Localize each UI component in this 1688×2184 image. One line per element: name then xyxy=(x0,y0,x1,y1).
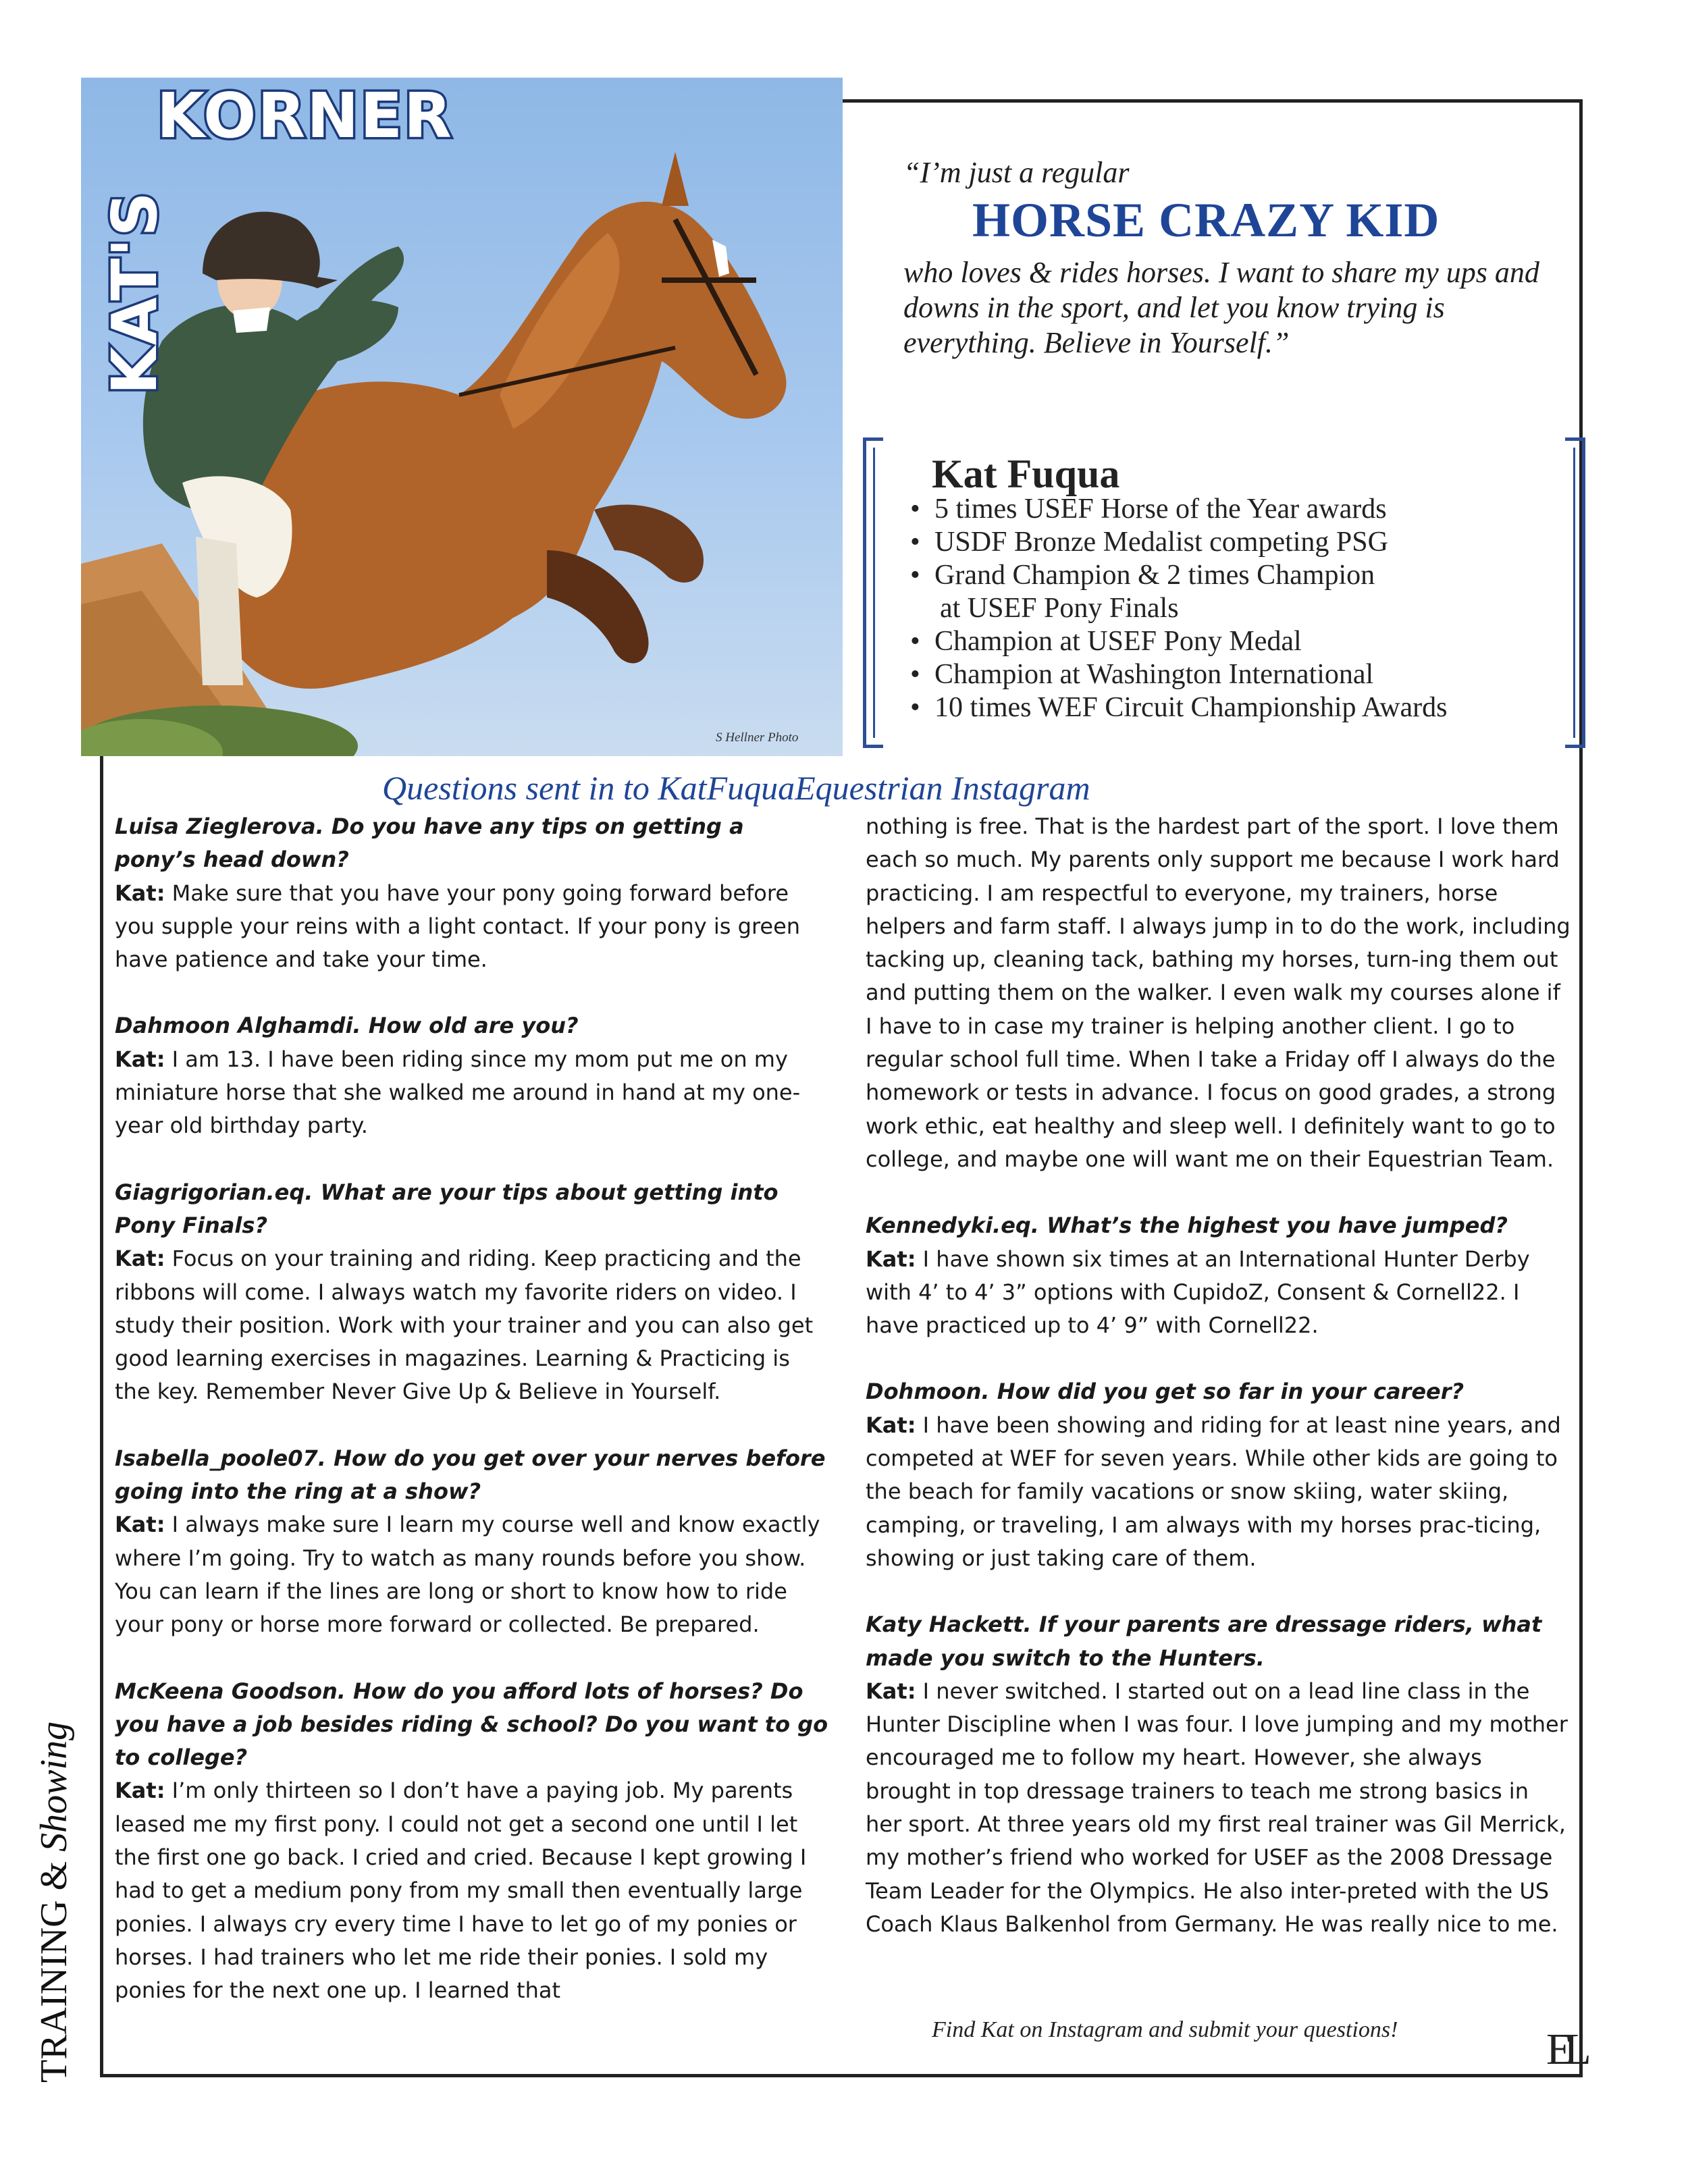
bio-bracket-right xyxy=(1565,437,1585,748)
bio-item: • Grand Champion & 2 times Champion at USEF Pony Finals xyxy=(906,559,1448,625)
bio-bracket-left xyxy=(863,437,883,748)
photo-credit: S Hellner Photo xyxy=(716,730,799,745)
qa-item xyxy=(866,1209,1571,1342)
answer: Make sure that you have your pony going forward before you supple your reins with a light contact. If your pony is green have patience and take your time. xyxy=(115,880,801,973)
question: Katy Hackett. If your parents are dressage riders, what made you switch to the Hunters. xyxy=(866,1612,1542,1671)
masthead-kats: KAT'S xyxy=(98,190,171,395)
quote-intro: “I’m just a regular xyxy=(903,156,1130,189)
answer: Focus on your training and riding. Keep practicing and the ribbons will come. I always watch my favorite riders on video. I study their position. Work with your trainer and you can also get good learning exercises in magazines. Learning & Practicing is the key. Remember Never Give Up & Believe in Yourself. xyxy=(115,1246,814,1405)
questions-heading: Questions sent in to KatFuquaEquestrian Instagram xyxy=(382,769,1090,807)
bio-item: • 5 times USEF Horse of the Year awards xyxy=(906,493,1448,526)
magazine-logo: EL xyxy=(1546,2025,1582,2074)
answer-label: Kat: xyxy=(115,1046,165,1072)
section-label-amp: & xyxy=(33,1861,75,1891)
rider-horse-photo xyxy=(81,78,843,756)
quote-headline: HORSE CRAZY KID xyxy=(972,193,1440,247)
section-label xyxy=(32,1722,76,2083)
bio-item: • Champion at USEF Pony Medal xyxy=(906,625,1448,658)
qa-item xyxy=(115,1442,830,1642)
qa-item xyxy=(866,1608,1571,1941)
bio-item: • Champion at Washington International xyxy=(906,658,1448,691)
section-label-training: TRAINING xyxy=(33,1900,75,2083)
qa-item xyxy=(115,1176,830,1409)
masthead-korner: KORNER xyxy=(157,80,453,152)
answer: I have been showing and riding for at least nine years, and competed at WEF for seven years. While other kids are going to the beach for family vacations or snow skiing, water skiing, camping, or traveling, I am always with my horses prac-ticing, showing or just taking care of them. xyxy=(866,1412,1561,1571)
qa-column-right xyxy=(866,810,1571,1941)
answer-label: Kat: xyxy=(115,1778,165,1804)
answer: I’m only thirteen so I don’t have a paying job. My parents leased me my first pony. I could not get a second one until I let the first one go back. I cried and cried. Because I kept growing I had to get a medium pony from my small then eventually large ponies. I always cry every time I have to let go of my ponies or horses. I had trainers who let me ride their ponies. I sold my ponies for the next one up. I learned that xyxy=(115,1778,807,2004)
answer: I never switched. I started out on a lead line class in the Hunter Discipline when I was four. I love jumping and my mother encouraged me to follow my heart. However, she always brought in top dressage trainers to teach me strong basics in her sport. At three years old my first real trainer was Gil Merrick, my mother’s friend who worked for USEF as the 2008 Dressage Team Leader for the Olympics. He also inter-preted with the US Coach Klaus Balkenhol from Germany. He was really nice to me. xyxy=(866,1678,1568,1937)
qa-item xyxy=(115,1009,830,1142)
answer: I always make sure I learn my course well and know exactly where I’m going. Try to watch as many rounds before you show. You can learn if the lines are long or short to know how to ride your pony or horse more forward or collected. Be prepared. xyxy=(115,1512,820,1638)
question: Dohmoon. How did you get so far in your career? xyxy=(866,1379,1465,1405)
answer-label: Kat: xyxy=(115,1512,165,1538)
bio-item-continued: at USEF Pony Finals xyxy=(940,593,1179,624)
qa-item xyxy=(115,1675,830,2008)
answer-label: Kat: xyxy=(866,1412,916,1438)
horse-illustration xyxy=(81,78,843,756)
section-label-showing: Showing xyxy=(33,1721,75,1852)
quote-body: who loves & rides horses. I want to share my ups and downs in the sport, and let you know trying is everything. Believe in Yourself.” xyxy=(903,256,1539,359)
question: Dahmoon Alghamdi. How old are you? xyxy=(115,1013,579,1039)
question: Isabella_poole07. How do you get over your nerves before going into the ring at a show? xyxy=(115,1445,826,1505)
question: Kennedyki.eq. What’s the highest you have jumped? xyxy=(866,1213,1508,1239)
footer-note: Find Kat on Instagram and submit your questions! xyxy=(932,2017,1398,2042)
answer-label: Kat: xyxy=(866,1678,916,1704)
answer-label: Kat: xyxy=(115,1246,165,1272)
qa-item xyxy=(115,810,830,976)
qa-item xyxy=(866,1375,1571,1575)
answer-label: Kat: xyxy=(866,1246,916,1272)
bio-item: • USDF Bronze Medalist competing PSG xyxy=(906,526,1448,559)
qa-item-continued xyxy=(866,810,1571,1176)
question: Giagrigorian.eq. What are your tips about getting into Pony Finals? xyxy=(115,1179,779,1238)
bio-item: • 10 times WEF Circuit Championship Awards xyxy=(906,691,1448,724)
bio-name: Kat Fuqua xyxy=(932,452,1120,496)
question: McKeena Goodson. How do you afford lots of horses? Do you have a job besides riding & school? Do you want to go to college? xyxy=(115,1678,828,1771)
answer-continued: nothing is free. That is the hardest part of the sport. I love them each so much. My parents only support me because I work hard practicing. I am respectful to everyone, my trainers, horse helpers and farm staff. I always jump in to do the work, including tacking up, cleaning tack, bathing my horses, turn-ing them out and putting them on the walker. I even walk my courses alone if I have to in case my trainer is helping another client. I go to regular school full time. When I take a Friday off I always do the homework or tests in advance. I focus on good grades, a strong work ethic, eat healthy and sleep well. I definitely want to go to college, and maybe one will want me on their Equestrian Team. xyxy=(866,814,1571,1172)
qa-column-left xyxy=(115,810,830,2008)
answer-label: Kat: xyxy=(115,880,165,906)
bio-achievements xyxy=(906,493,1448,724)
question: Luisa Zieglerova. Do you have any tips on getting a pony’s head down? xyxy=(115,814,744,873)
answer: I am 13. I have been riding since my mom put me on my miniature horse that she walked me around in hand at my one-year old birthday party. xyxy=(115,1046,801,1139)
answer: I have shown six times at an International Hunter Derby with 4’ to 4’ 3” options with CupidoZ, Consent & Cornell22. I have practiced up to 4’ 9” with Cornell22. xyxy=(866,1246,1530,1339)
